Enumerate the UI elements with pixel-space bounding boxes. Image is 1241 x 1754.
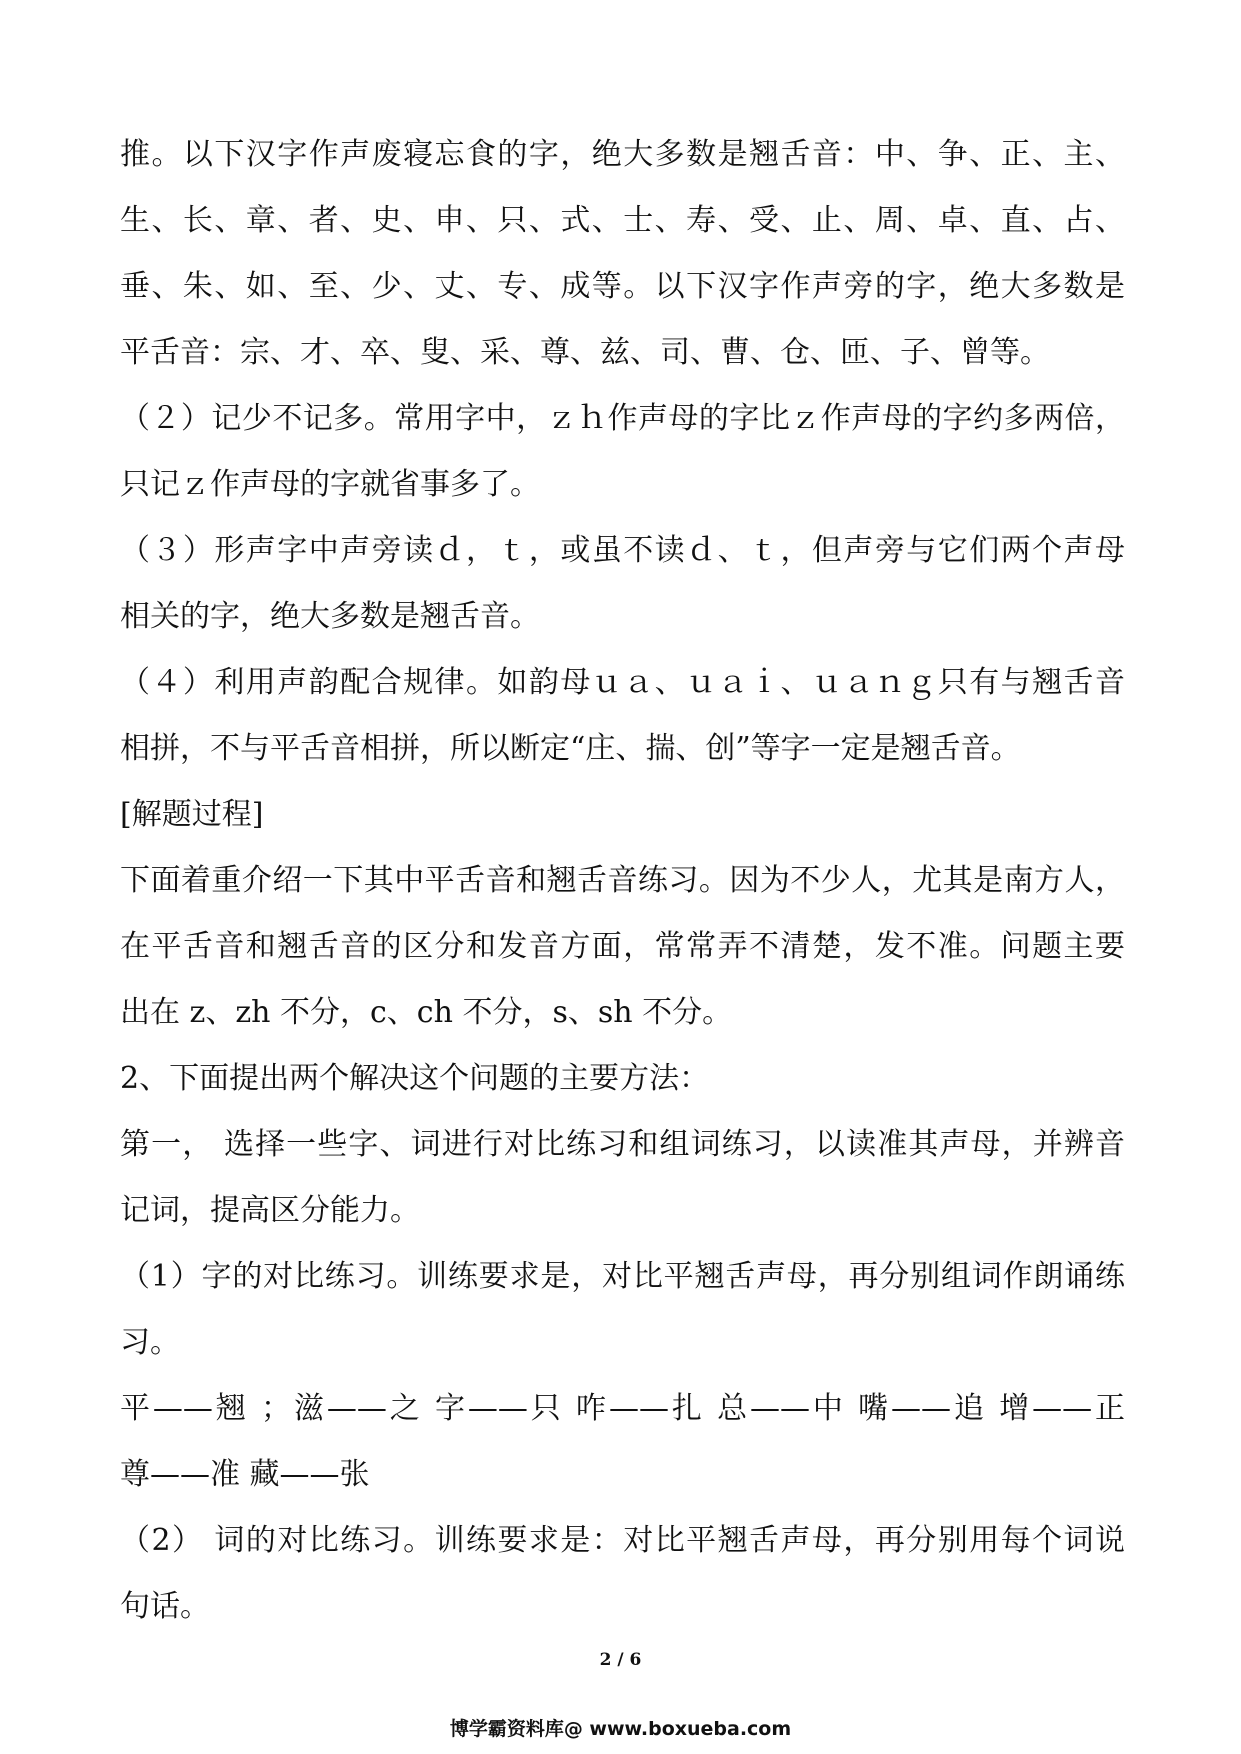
text-line: （３）形声字中声旁读ｄ，ｔ，或虽不读ｄ、ｔ，但声旁与它们两个声母 [120,533,1125,568]
text-line: 只记ｚ作声母的字就省事多了。 [120,467,540,502]
text-line: 句话。 [120,1589,210,1624]
footer-watermark: 博学霸资料库@ www.boxueba.com [449,1718,792,1740]
text-line: 记词，提高区分能力。 [120,1193,420,1228]
page-number: 2 / 6 [599,1650,642,1670]
text-line: 第一， 选择一些字、词进行对比练习和组词练习，以读准其声母，并辨音 [120,1127,1125,1162]
text-line: （２）记少不记多。常用字中，ｚｈ作声母的字比ｚ作声母的字约多两倍， [120,401,1125,436]
text-line: 2、下面提出两个解决这个问题的主要方法： [120,1061,710,1096]
text-line: 生、长、章、者、史、申、只、式、士、寿、受、止、周、卓、直、占、 [120,203,1125,238]
text-line: 出在 z、zh 不分，c、ch 不分，s、sh 不分。 [120,995,733,1030]
text-line: 平——翘 ；滋——之 字——只 咋——扎 总——中 嘴——追 增——正 [120,1391,1125,1426]
document-body [120,122,1125,1640]
text-line: 相拼，不与平舌音相拼，所以断定“庄、揣、创”等字一定是翘舌音。 [120,731,1021,766]
text-line: 推。以下汉字作声废寝忘食的字，绝大多数是翘舌音：中、争、正、主、 [120,137,1125,172]
text-line: 下面着重介绍一下其中平舌音和翘舌音练习。因为不少人，尤其是南方人， [120,863,1125,898]
text-line: 尊——准 藏——张 [120,1457,370,1492]
text-line: 在平舌音和翘舌音的区分和发音方面，常常弄不清楚，发不准。问题主要 [120,929,1125,964]
text-line: （1）字的对比练习。训练要求是，对比平翘舌声母，再分别组词作朗诵练 [120,1259,1125,1294]
text-line: （2） 词的对比练习。训练要求是：对比平翘舌声母，再分别用每个词说 [120,1523,1125,1558]
text-line: （４）利用声韵配合规律。如韵母ｕａ、ｕａｉ、ｕａｎｇ只有与翘舌音 [120,665,1125,700]
text-line: 习。 [120,1325,180,1360]
text-line: 垂、朱、如、至、少、丈、专、成等。以下汉字作声旁的字，绝大多数是 [120,269,1125,304]
text-line: 平舌音：宗、才、卒、叟、采、尊、兹、司、曹、仓、匝、子、曾等。 [120,335,1050,370]
text-line: [解题过程] [120,797,264,832]
text-line: 相关的字，绝大多数是翘舌音。 [120,599,540,634]
